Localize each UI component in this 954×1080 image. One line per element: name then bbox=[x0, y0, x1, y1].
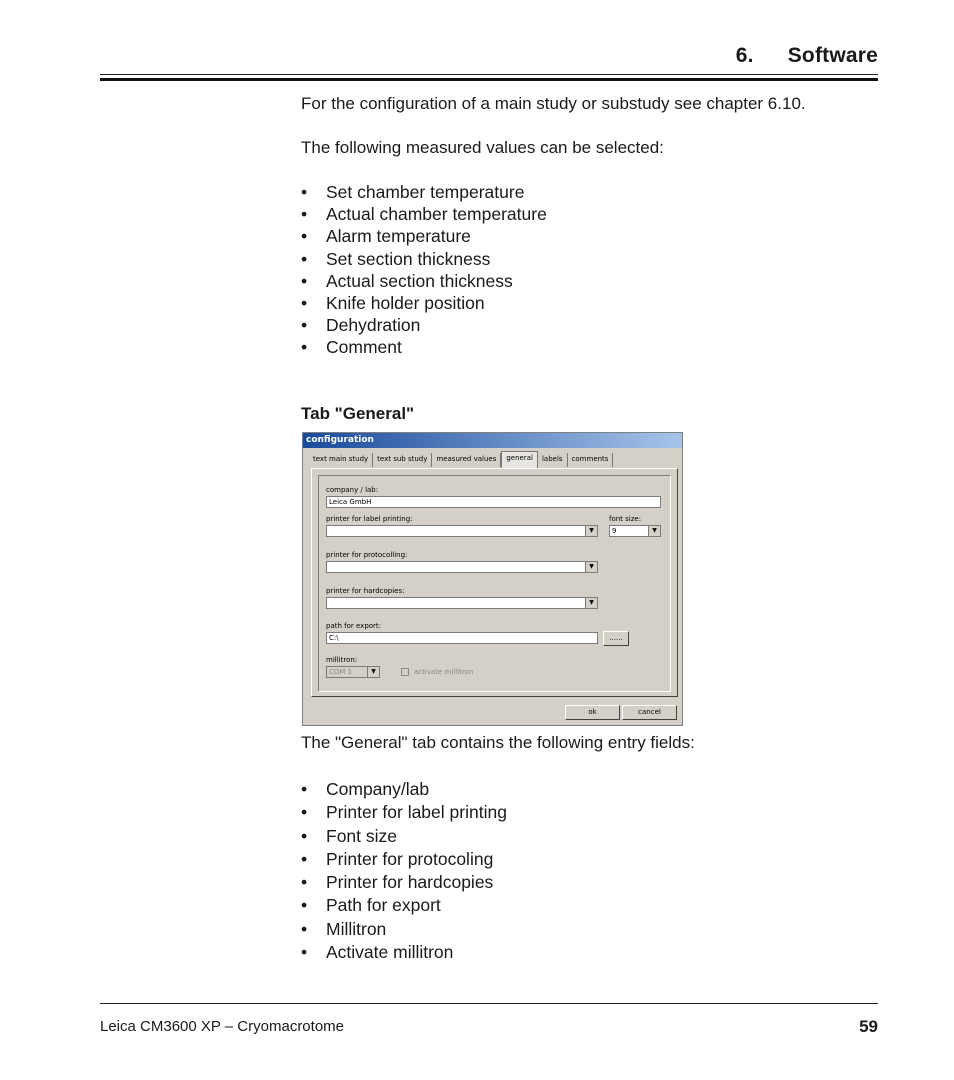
list-item: • Font size bbox=[301, 825, 507, 848]
millitron-port-select bbox=[326, 666, 380, 678]
list-item: • Printer for protocoling bbox=[301, 848, 507, 871]
label-printer-select[interactable] bbox=[326, 525, 598, 537]
entry-fields-list bbox=[301, 778, 507, 964]
font-size-value: 9 bbox=[612, 527, 617, 535]
list-item: • Knife holder position bbox=[301, 292, 547, 314]
list-item: • Company/lab bbox=[301, 778, 507, 801]
font-size-label: font size: bbox=[609, 515, 642, 523]
chevron-down-icon: ▼ bbox=[367, 667, 379, 677]
list-item: • Actual chamber temperature bbox=[301, 203, 547, 225]
company-field[interactable]: Leica GmbH bbox=[326, 496, 661, 508]
tab-measured-values[interactable]: measured values bbox=[432, 453, 501, 467]
measured-values-list bbox=[301, 181, 547, 359]
protocol-printer-select[interactable] bbox=[326, 561, 598, 573]
header-rule-thin bbox=[100, 74, 878, 75]
footer-rule bbox=[100, 1003, 878, 1004]
measured-intro: The following measured values can be selected: bbox=[301, 138, 664, 157]
activate-millitron-label: activate millitron bbox=[414, 668, 474, 676]
section-title: Software bbox=[787, 44, 878, 67]
list-item: • Path for export bbox=[301, 894, 507, 917]
company-label: company / lab: bbox=[326, 486, 379, 494]
tab-general-heading: Tab "General" bbox=[301, 404, 415, 423]
list-item: • Activate millitron bbox=[301, 941, 507, 964]
list-item: • Dehydration bbox=[301, 314, 547, 336]
chevron-down-icon[interactable]: ▼ bbox=[585, 562, 597, 572]
section-number: 6. bbox=[735, 44, 754, 67]
chevron-down-icon[interactable]: ▼ bbox=[648, 526, 660, 536]
list-item: • Printer for hardcopies bbox=[301, 871, 507, 894]
export-path-field[interactable]: C:\ bbox=[326, 632, 598, 644]
browse-button[interactable]: ...... bbox=[603, 631, 629, 646]
list-item: • Printer for label printing bbox=[301, 801, 507, 824]
list-item: • Actual section thickness bbox=[301, 270, 547, 292]
millitron-port-value: COM 1 bbox=[329, 668, 353, 676]
export-path-label: path for export: bbox=[326, 622, 382, 630]
list-item: • Millitron bbox=[301, 918, 507, 941]
ok-button[interactable]: ok bbox=[565, 705, 620, 720]
chevron-down-icon[interactable]: ▼ bbox=[585, 526, 597, 536]
tab-comments[interactable]: comments bbox=[568, 453, 614, 467]
configuration-dialog bbox=[302, 432, 683, 726]
tab-text-main-study[interactable]: text main study bbox=[309, 453, 373, 467]
footer-product: Leica CM3600 XP – Cryomacrotome bbox=[100, 1018, 344, 1035]
dialog-tabs bbox=[309, 453, 613, 468]
tab-text-sub-study[interactable]: text sub study bbox=[373, 453, 432, 467]
cancel-button[interactable]: cancel bbox=[622, 705, 677, 720]
header-rule-thick bbox=[100, 78, 878, 81]
list-item: • Set section thickness bbox=[301, 248, 547, 270]
general-intro: The "General" tab contains the following entry fields: bbox=[301, 733, 695, 752]
tab-general[interactable]: general bbox=[501, 451, 538, 468]
general-group-frame bbox=[318, 475, 671, 692]
hardcopy-printer-label: printer for hardcopies: bbox=[326, 587, 405, 595]
millitron-label: millitron: bbox=[326, 656, 358, 664]
hardcopy-printer-select[interactable] bbox=[326, 597, 598, 609]
activate-millitron-checkbox[interactable] bbox=[401, 668, 409, 676]
font-size-select[interactable] bbox=[609, 525, 661, 537]
list-item: • Comment bbox=[301, 336, 547, 358]
intro-paragraph: For the configuration of a main study or substudy see chapter 6.10. bbox=[301, 94, 806, 113]
chevron-down-icon[interactable]: ▼ bbox=[585, 598, 597, 608]
list-item: • Alarm temperature bbox=[301, 225, 547, 247]
list-item: • Set chamber temperature bbox=[301, 181, 547, 203]
tab-labels[interactable]: labels bbox=[538, 453, 568, 467]
label-printer-label: printer for label printing: bbox=[326, 515, 413, 523]
protocol-printer-label: printer for protocolling: bbox=[326, 551, 408, 559]
page-number: 59 bbox=[859, 1017, 878, 1036]
dialog-title: configuration bbox=[303, 433, 682, 448]
general-tab-panel bbox=[311, 468, 678, 697]
section-header bbox=[736, 44, 878, 68]
